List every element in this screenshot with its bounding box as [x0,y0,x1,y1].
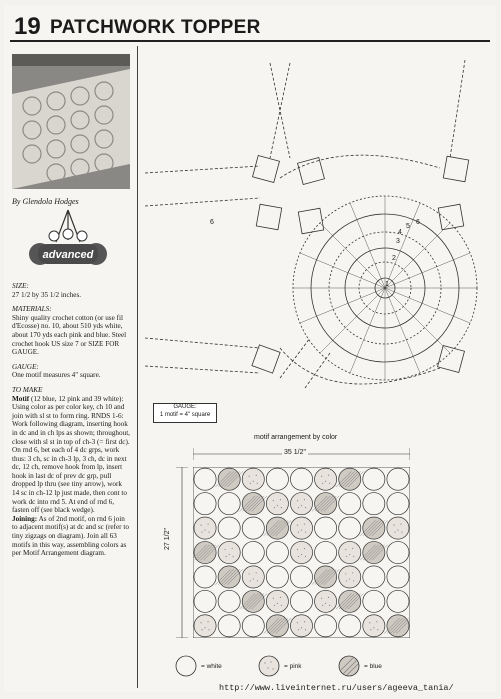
motif-cell [387,541,409,563]
column-divider [137,46,138,688]
legend-white-label: = white [201,663,222,670]
motif-text: (12 blue, 12 pink and 39 white): Using color as per color key, ch 10 and join with sl st to form ring. RNDS 1-6: Work following diagram, inserting hook in dc and in ch lps as shown; throughout, close with sl st in top of ch-3 (= first dc). On rnd 6, bet each of 4 dc grps, work thus: 3 ch, sc in ch-3 lp, 3 ch, dc in next dc, 12 ch, remove hook from lp, insert hook in last dc of prev dc grp, pull dropped lp thru (see tiny arrow), work 14 sc in ch-12 lp just made, then cont to work dc into rnd 5. At end of rnd 6, fasten off (see black wedge). [12,394,130,515]
legend-blue-label: = blue [364,663,382,670]
to-make-heading: TO MAKE [12,385,43,394]
motif-cell [360,541,387,563]
motif-cell [339,566,361,588]
motif-cell [242,615,264,637]
motif-cell [242,468,264,490]
motif-cell [384,615,410,637]
round-label-2: 2 [392,255,396,262]
motif-cell [315,517,337,539]
motif-cell [363,493,385,515]
pattern-number: 19 [14,13,41,40]
motif-cell [240,590,267,612]
legend-blue-swatch [337,654,361,678]
motif-cell [290,590,312,612]
motif-cell [315,541,337,563]
joining-paragraph [12,515,130,558]
motif-cell [363,590,385,612]
gauge-box-title: GAUGE: [173,404,197,410]
motif-cell [387,468,409,490]
motif-cell [218,541,240,563]
gauge-box [153,403,217,423]
motif-cell [336,590,363,612]
motif-cell [339,615,361,637]
size-heading: SIZE: [12,282,29,290]
page-header [10,14,490,42]
size-text: 27 1/2 by 35 1/2 inches. [12,290,82,299]
round-label-6: 6 [416,219,420,226]
motif-cell [264,517,291,539]
motif-cell [387,590,409,612]
joining-text: As of 2nd motif, on rnd 6 join to adjacent motif(s) at dc and sc (refer to tiny zigzags on diagram). Join all 63 motifs in this way, assembling colors as per Motif Arrangement diagram. [12,514,129,558]
motif-cell [339,517,361,539]
designer-byline: By Glendola Hodges [12,197,79,206]
motif-cell [290,615,312,637]
motif-cell [290,566,312,588]
motif-cell [312,493,339,515]
motif-cell [218,493,240,515]
motif-cell [242,517,264,539]
motif-cell [266,468,288,490]
motif-cell [193,541,219,563]
motif-cell [218,615,240,637]
joining-label: Joining: [12,514,38,523]
motif-cell [363,468,385,490]
motif-label: Motif [12,394,30,403]
motif-cell [215,566,242,588]
motif-cell [194,590,216,612]
motif-cell [312,566,339,588]
motif-cell [387,566,409,588]
motif-cell [194,493,216,515]
round-label-3: 3 [396,238,400,245]
skill-level-badge [18,206,118,276]
height-dimension [176,467,188,638]
legend-white-swatch [174,654,198,678]
gauge-text: One motif measures 4" square. [12,371,101,380]
cherries-icon [18,206,118,276]
crochet-diagram [140,48,490,428]
motif-cell [264,615,291,637]
magazine-page [4,6,496,692]
motif-cell [266,493,288,515]
photo-image [12,54,130,189]
round-label-5: 5 [406,223,410,230]
motif-cell [315,590,337,612]
motif-arrangement-grid [193,467,410,638]
motif-cell [266,590,288,612]
tablecloth-photo [12,54,130,189]
instructions-column [12,276,130,558]
motif-cell [387,517,409,539]
motif-cell [218,590,240,612]
motif-cell [290,468,312,490]
motif-cell [387,493,409,515]
motif-cell [194,517,216,539]
legend-pink-swatch [257,654,281,678]
motif-cell [266,541,288,563]
materials-heading: MATERIALS: [12,305,52,314]
motif-cell [363,615,385,637]
motif-cell [218,517,240,539]
gauge-box-text: 1 motif = 4" square [159,411,211,418]
motif-cell [360,517,387,539]
motif-cell [194,615,216,637]
round-label-4: 4 [398,229,402,236]
motif-cell [339,493,361,515]
gauge-heading: GAUGE: [12,362,39,371]
motif-cell [240,493,267,515]
materials-text: Shiny quality crochet cotton (or use fil d'Ecosse) no. 10, about 510 yds white, about 170 yds each pink and blue. Steel crochet hook US size 7 or SIZE FOR GAUGE. [12,313,127,357]
round-label-1: 1 [385,281,389,288]
motif-cell [290,517,312,539]
color-legend [174,654,404,678]
motif-cell [336,468,363,490]
motif-cell [290,493,312,515]
source-url: http://www.liveinternet.ru/users/ageeva_tania/ [219,683,454,693]
motif-cell [315,615,337,637]
motif-cell [194,566,216,588]
arrangement-title: motif arrangement by color [254,434,338,441]
motif-cell [215,468,242,490]
motif-cell [339,541,361,563]
motif-cell [290,541,312,563]
motif-paragraph [12,395,130,515]
skill-level-text: advanced [42,249,94,261]
legend-pink-label: = pink [284,663,302,670]
motif-cell [315,468,337,490]
motif-cell [242,566,264,588]
pattern-title: PATCHWORK TOPPER [50,17,261,38]
motif-cell [363,566,385,588]
height-label: 27 1/2" [164,528,171,550]
width-label: 35 1/2" [284,449,306,456]
strip-round-label: 6 [210,219,214,226]
motif-cell [194,468,216,490]
motif-cell [266,566,288,588]
motif-cell [242,541,264,563]
